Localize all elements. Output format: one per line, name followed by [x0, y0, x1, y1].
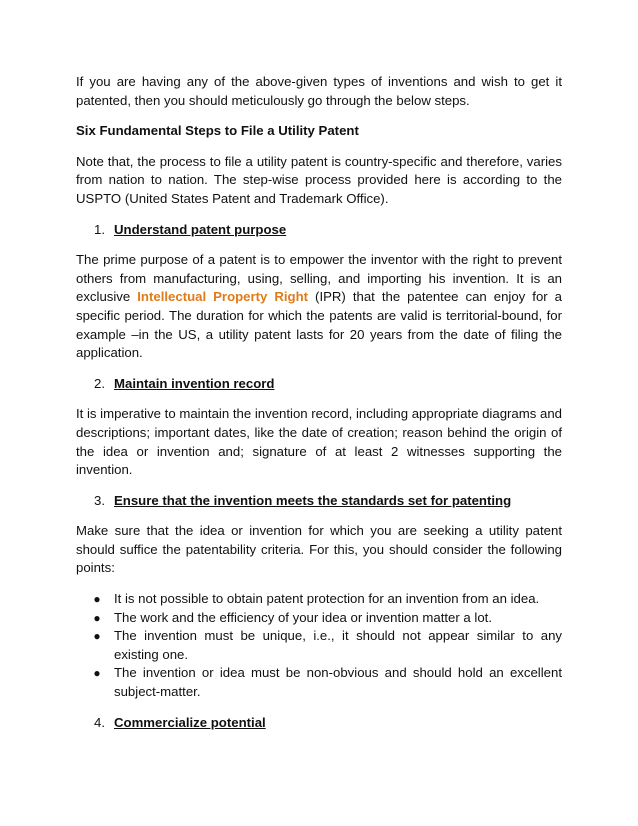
- step-1-text-after: (IPR) that the patentee can enjoy for a specific period. The duration for which the patents are valid is territorial-bound, for example –in the US, a utility patent lasts for 20 years from the date of filing the application.: [76, 289, 562, 361]
- step-title: Ensure that the invention meets the standards set for patenting: [114, 492, 512, 508]
- intro-paragraph: If you are having any of the above-given types of inventions and wish to get it patented, then you should meticulously go through the below steps.: [76, 74, 562, 108]
- bullet-icon: ●: [93, 629, 101, 644]
- step-title: Commercialize potential: [114, 714, 266, 730]
- ipr-link[interactable]: Intellectual Property Right: [137, 289, 309, 305]
- step-3: [94, 492, 562, 511]
- note-paragraph: Note that, the process to file a utility patent is country-specific and therefore, varies from nation to nation. The step-wise process provided here is according to the USPTO (United States Patent and Trademark Office).: [76, 153, 562, 206]
- criteria-list: [76, 590, 562, 702]
- step-1-paragraph: [76, 251, 562, 363]
- step-number: 1.: [94, 221, 105, 237]
- step-title: Maintain invention record: [114, 375, 275, 391]
- step-2: [94, 375, 562, 394]
- list-item-text: The work and the efficiency of your idea or invention matter a lot.: [114, 609, 493, 625]
- list-item-text: The invention or idea must be non-obvious and should hold an excellent subject-matter.: [114, 665, 562, 700]
- bullet-icon: ●: [93, 610, 101, 625]
- list-item-text: It is not possible to obtain patent protection for an invention from an idea.: [114, 591, 540, 607]
- list-item: [76, 627, 562, 664]
- step-1-text-before: The prime purpose of a patent is to empower the inventor with the right to prevent others from manufacturing, using, selling, and importing his invention. It is an exclusive: [76, 252, 562, 305]
- step-4: [94, 714, 562, 733]
- list-item-text: The invention must be unique, i.e., it should not appear similar to any existing one.: [114, 628, 562, 662]
- step-title: Understand patent purpose: [114, 221, 287, 237]
- bullet-icon: ●: [93, 592, 101, 607]
- list-item: [76, 609, 562, 628]
- section-heading: Six Fundamental Steps to File a Utility Patent: [76, 123, 359, 139]
- step-1: [94, 221, 562, 240]
- list-item: [76, 664, 562, 701]
- step-2-paragraph: It is imperative to maintain the invention record, including appropriate diagrams and descriptions; important dates, like the date of creation; reason behind the origin of the idea or invention and; signature of at least 2 witnesses supporting the invention.: [76, 406, 563, 478]
- step-number: 4.: [94, 714, 105, 730]
- step-3-paragraph: Make sure that the idea or invention for which you are seeking a utility patent should suffice the patentability criteria. For this, you should consider the following points:: [76, 523, 562, 576]
- step-number: 2.: [94, 375, 105, 391]
- step-number: 3.: [94, 492, 105, 508]
- bullet-icon: ●: [93, 666, 101, 681]
- list-item: [76, 590, 562, 609]
